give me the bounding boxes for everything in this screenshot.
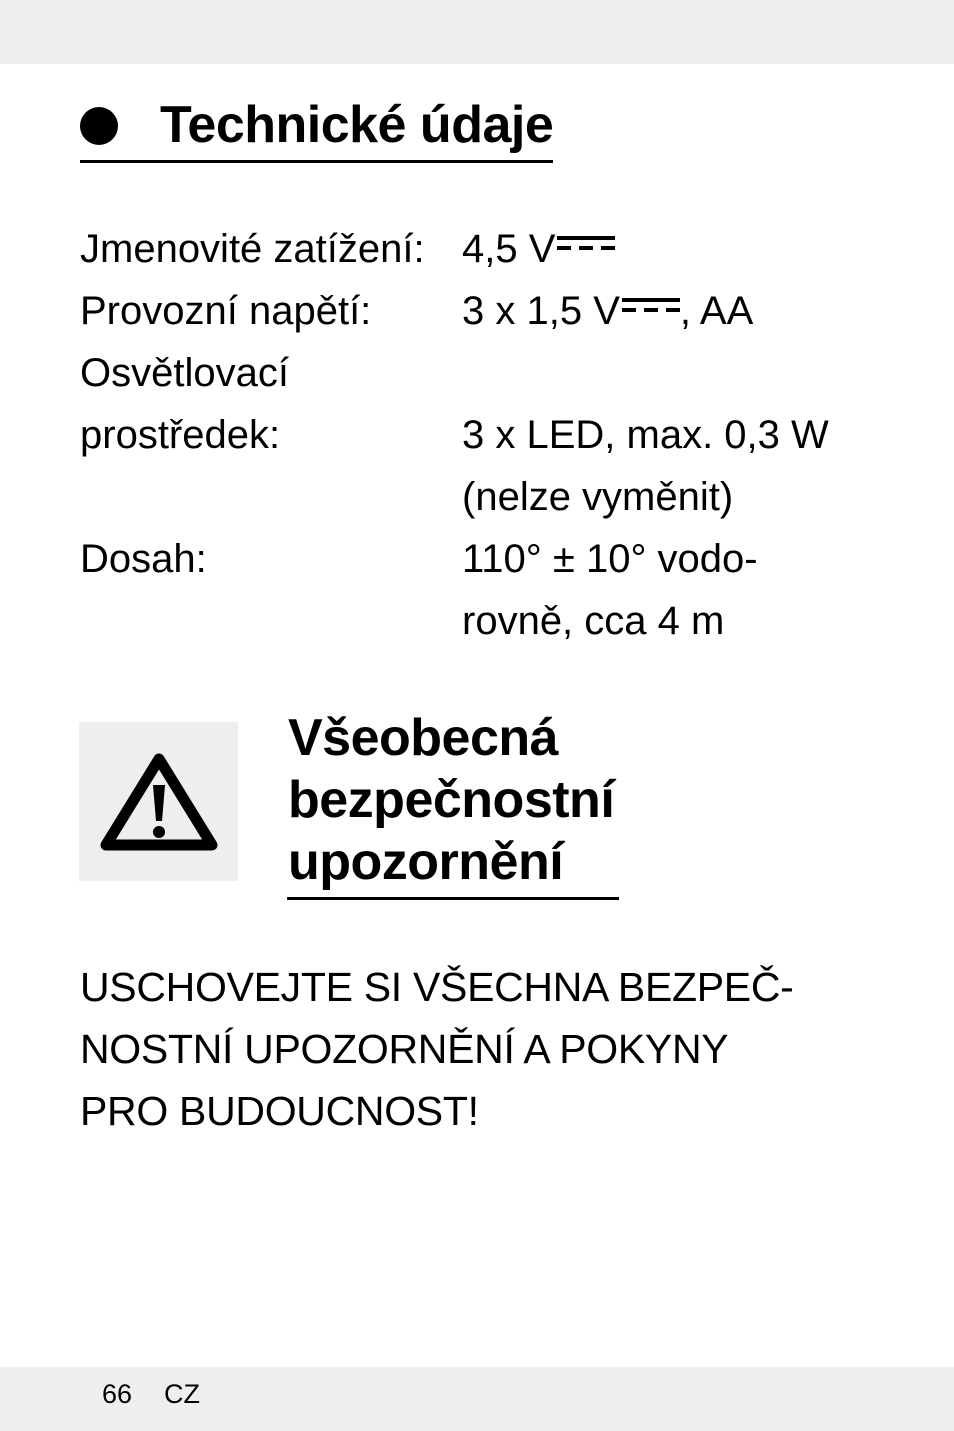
spec-value <box>462 342 882 404</box>
safety-notice <box>80 956 880 1142</box>
notice-line: NOSTNÍ UPOZORNĚNÍ A POKYNY <box>80 1026 729 1072</box>
spec-label: Osvětlovací <box>80 351 289 395</box>
spec-value: 3 x 1,5 V , AA <box>462 289 754 333</box>
notice-line: PRO BUDOUCNOST! <box>80 1088 479 1134</box>
warning-box <box>79 722 238 881</box>
bullet-icon <box>80 107 118 145</box>
spec-row <box>80 528 882 590</box>
top-band <box>0 0 954 64</box>
dc-current-icon <box>622 298 680 314</box>
spec-label: Jmenovité zatížení: <box>80 227 425 271</box>
spec-value: (nelze vyměnit) <box>462 475 734 519</box>
spec-label <box>80 590 462 652</box>
spec-row <box>80 466 882 528</box>
warning-title-line: Všeobecná <box>288 709 559 767</box>
section-heading <box>80 90 553 163</box>
warning-title-line: bezpečnostní <box>288 771 615 829</box>
page-number: 66 <box>102 1379 133 1409</box>
spec-value: rovně, cca 4 m <box>462 599 725 643</box>
spec-row <box>80 590 882 652</box>
warning-title-underline <box>287 897 619 900</box>
warning-title <box>288 707 614 893</box>
spec-label: prostředek: <box>80 413 281 457</box>
spec-row <box>80 342 882 404</box>
spec-row <box>80 280 882 342</box>
page-footer <box>102 1376 200 1412</box>
spec-label <box>80 466 462 528</box>
spec-row <box>80 218 882 280</box>
warning-triangle-icon <box>100 751 218 853</box>
language-code: CZ <box>164 1379 201 1409</box>
section-title: Technické údaje <box>160 96 554 154</box>
spec-label: Provozní napětí: <box>80 289 372 333</box>
spec-list <box>80 218 882 652</box>
spec-value: 110° ± 10° vodo- <box>462 537 758 581</box>
spec-value: 4,5 V <box>462 218 882 280</box>
spec-value: 3 x LED, max. 0,3 W <box>462 413 829 457</box>
spec-label: Dosah: <box>80 537 207 581</box>
dc-current-icon <box>557 236 615 252</box>
notice-line: USCHOVEJTE SI VŠECHNA BEZPEČ- <box>80 964 794 1010</box>
spec-row <box>80 404 882 466</box>
warning-title-line: upozornění <box>288 833 564 891</box>
